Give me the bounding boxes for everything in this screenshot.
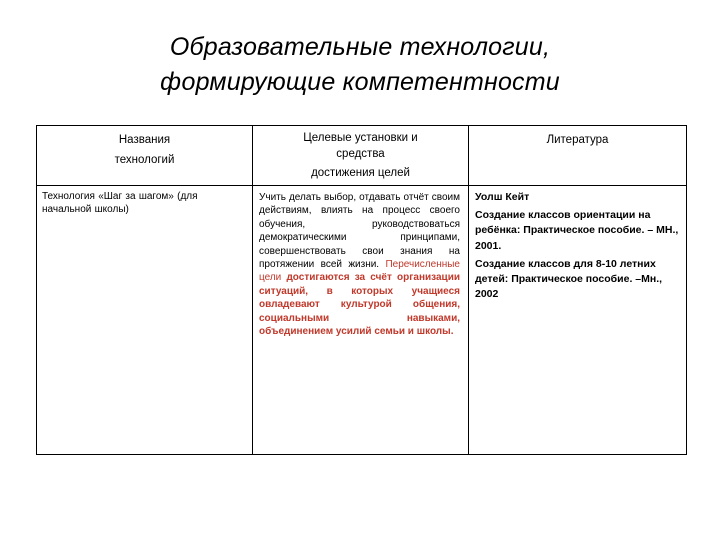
literature-list xyxy=(469,186,686,302)
table-row xyxy=(37,186,687,455)
title-line-2: формирующие компетентности xyxy=(160,68,560,96)
header-literature xyxy=(469,126,687,186)
header-goals-line-2: средства xyxy=(336,148,385,160)
title-line-1: Образовательные технологии, xyxy=(169,33,551,61)
goals-text: Учить делать выбор, отдавать отчёт своим действиям, влиять на процесс своего обучения, руководствоваться демократическими принципами, совершенствовать свои знания на протяжении всей жизни. xyxy=(259,192,460,271)
table-header-row xyxy=(37,126,687,186)
literature-author: Уолш Кейт xyxy=(475,191,530,203)
header-goals-means xyxy=(253,126,469,186)
header-technology-names xyxy=(37,126,253,186)
goals-accent-text: Перечисленные цели xyxy=(259,259,460,284)
header-technology-line-1: Названия xyxy=(118,134,171,146)
technology-name: Технология «Шаг за шагом» (для начальной школы) xyxy=(42,191,198,216)
cell-goals-means xyxy=(253,186,469,455)
cell-technology-name xyxy=(37,186,253,455)
header-technology-line-2: технологий xyxy=(114,154,175,166)
slide-title xyxy=(0,30,720,100)
goals-means-text: достигаются за счёт организации ситуаций, в которых учащиеся овладевают культурой общения, социальными навыками, объединением усилий семьи и школы. xyxy=(259,272,460,338)
goals-text-block xyxy=(253,186,468,338)
cell-literature xyxy=(469,186,687,455)
header-literature-label: Литература xyxy=(546,134,609,146)
header-goals-line-1: Целевые установки и xyxy=(303,132,418,144)
header-goals-line-3: достижения целей xyxy=(311,167,410,179)
literature-book-2: Создание классов для 8-10 летних детей: Практическое пособие. –Мн., 2002 xyxy=(475,257,663,301)
technologies-table xyxy=(36,125,687,455)
literature-book-1: Создание классов ориентации на ребёнка: Практическое пособие. – МН., 2001. xyxy=(475,209,679,252)
